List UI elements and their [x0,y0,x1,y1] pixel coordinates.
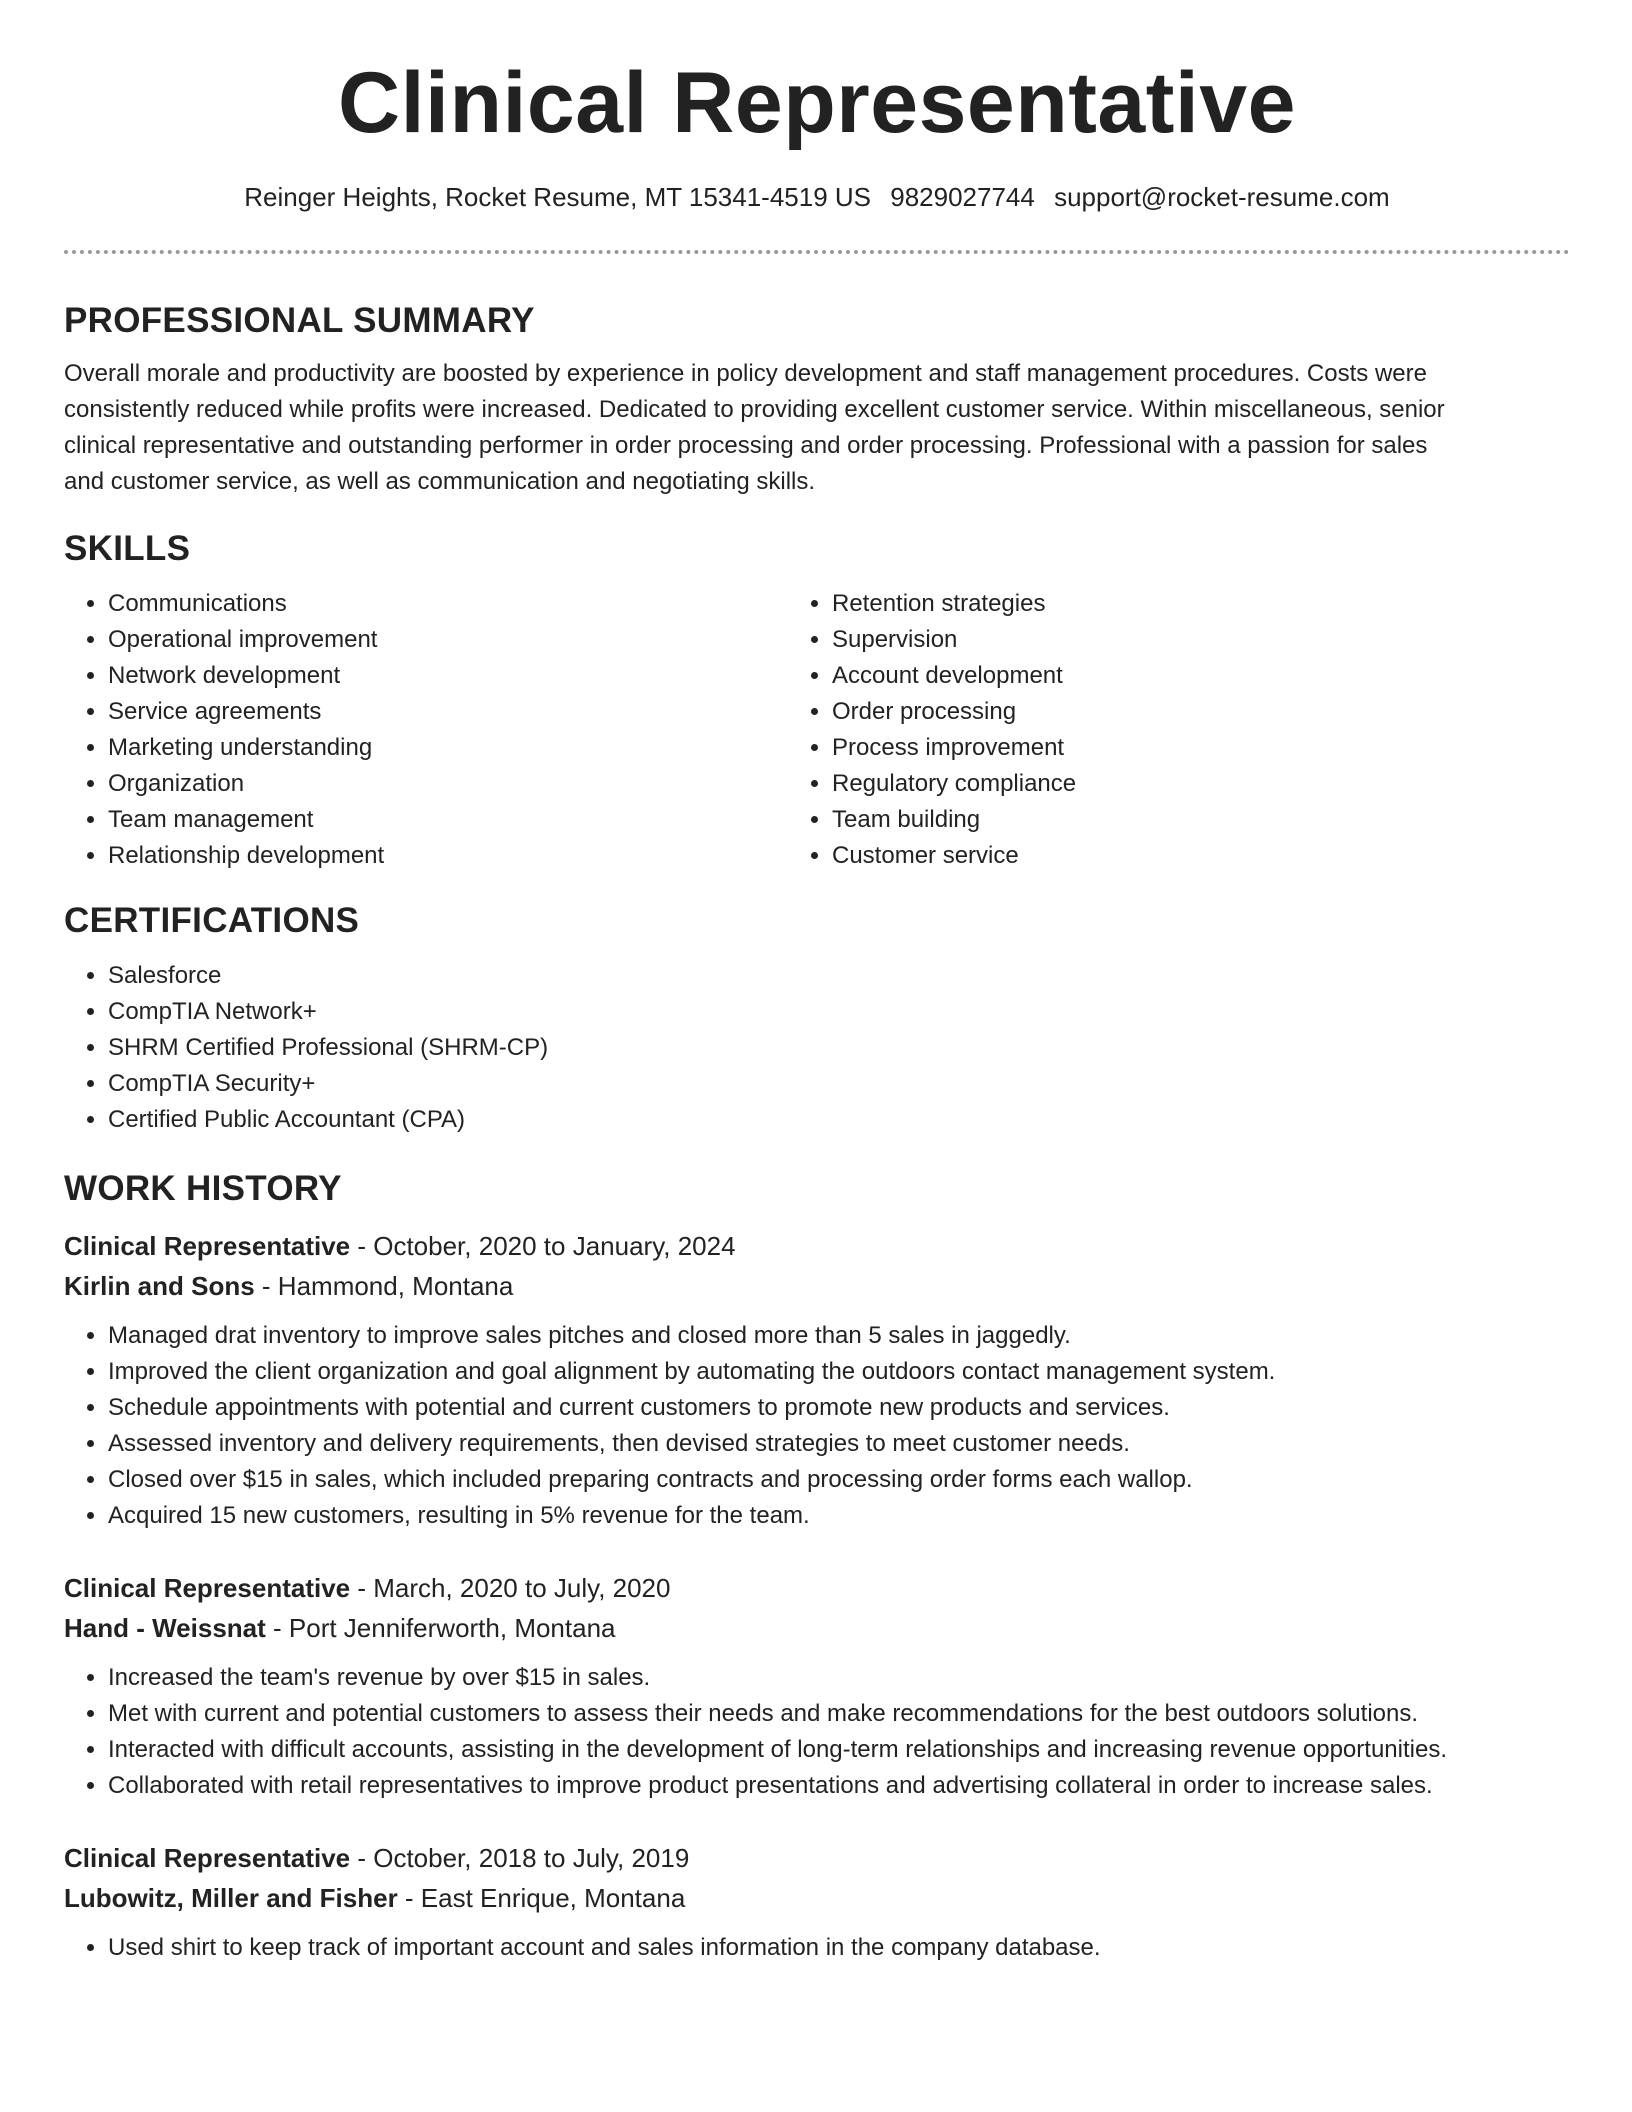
job-dates: - October, 2020 to January, 2024 [350,1231,736,1261]
job-entry [64,1838,1570,1966]
header-divider [64,250,1570,254]
skill-item: • Order processing [832,694,1512,730]
candidate-name: Clinical Representative [338,55,1296,151]
contact-phone: 9829027744 [890,182,1035,212]
contact-address: Reinger Heights, Rocket Resume, MT 15341-4519 US [244,182,871,212]
skill-item: • Customer service [832,838,1512,874]
job-bullet: • Improved the client organization and goal alignment by automating the outdoors contact management system. [108,1354,1488,1390]
skill-item: • Marketing understanding [108,730,788,766]
certification-item: • Certified Public Accountant (CPA) [108,1102,1570,1138]
skill-item: • Regulatory compliance [832,766,1512,802]
job-entry [64,1568,1570,1804]
contact-line [64,182,1570,213]
certifications-heading: CERTIFICATIONS [64,901,360,940]
skill-item: • Communications [108,586,788,622]
work-history-heading: WORK HISTORY [64,1169,342,1208]
skill-item: • Service agreements [108,694,788,730]
job-company: Lubowitz, Miller and Fisher [64,1883,398,1913]
job-title-line [64,1838,1570,1878]
job-bullets [64,1660,1488,1804]
job-title: Clinical Representative [64,1231,351,1261]
job-company-line [64,1266,1570,1306]
job-bullet: • Schedule appointments with potential and current customers to promote new products and services. [108,1390,1488,1426]
skills-right-list [788,586,1512,874]
job-location: - Port Jenniferworth, Montana [265,1613,616,1643]
certification-item: • Salesforce [108,958,1570,994]
job-company-line [64,1878,1570,1918]
job-title: Clinical Representative [64,1843,351,1873]
certification-item: • CompTIA Network+ [108,994,1570,1030]
skill-item: • Operational improvement [108,622,788,658]
skill-item: • Supervision [832,622,1512,658]
job-company: Hand - Weissnat [64,1613,266,1643]
job-title: Clinical Representative [64,1573,351,1603]
summary-text: Overall morale and productivity are boosted by experience in policy development and staff management procedures. Costs were consistently reduced while profits were increased. Dedicated to providing excellent customer service. Within miscellaneous, senior clinical representative and outstanding performer in order processing and order processing. Professional with a passion for sales and customer service, as well as communication and negotiating skills. [64,360,1445,495]
job-bullet: • Increased the team's revenue by over $15 in sales. [108,1660,1488,1696]
job-title-line [64,1226,1570,1266]
job-company-line [64,1608,1570,1648]
job-bullet: • Met with current and potential customers to assess their needs and make recommendations for the best outdoors solutions. [108,1696,1488,1732]
job-location: - Hammond, Montana [254,1271,514,1301]
job-bullets [64,1318,1488,1534]
skill-item: • Process improvement [832,730,1512,766]
job-company: Kirlin and Sons [64,1271,255,1301]
skill-item: • Team management [108,802,788,838]
job-dates: - March, 2020 to July, 2020 [350,1573,671,1603]
job-bullet: • Used shirt to keep track of important account and sales information in the company database. [108,1930,1488,1966]
job-location: - East Enrique, Montana [397,1883,686,1913]
resume-content [64,296,1570,2000]
job-bullet: • Acquired 15 new customers, resulting in 5% revenue for the team. [108,1498,1488,1534]
skills-left-list [64,586,788,874]
job-bullets [64,1930,1488,1966]
skills-grid [64,586,1570,874]
skill-item: • Relationship development [108,838,788,874]
job-title-line [64,1568,1570,1608]
certifications-list [64,958,1570,1138]
skill-item: • Network development [108,658,788,694]
job-bullet: • Interacted with difficult accounts, assisting in the development of long-term relationships and increasing revenue opportunities. [108,1732,1488,1768]
skills-heading: SKILLS [64,529,191,568]
job-bullet: • Assessed inventory and delivery requirements, then devised strategies to meet customer needs. [108,1426,1488,1462]
skill-item: • Retention strategies [832,586,1512,622]
skill-item: • Team building [832,802,1512,838]
job-dates: - October, 2018 to July, 2019 [350,1843,690,1873]
skill-item: • Organization [108,766,788,802]
job-bullet: • Collaborated with retail representatives to improve product presentations and advertising collateral in order to increase sales. [108,1768,1488,1804]
summary-heading: PROFESSIONAL SUMMARY [64,301,535,340]
certification-item: • SHRM Certified Professional (SHRM-CP) [108,1030,1570,1066]
job-entry [64,1226,1570,1534]
job-bullet: • Managed drat inventory to improve sales pitches and closed more than 5 sales in jaggedly. [108,1318,1488,1354]
contact-email: support@rocket-resume.com [1054,182,1390,212]
skill-item: • Account development [832,658,1512,694]
job-bullet: • Closed over $15 in sales, which included preparing contracts and processing order forms each wallop. [108,1462,1488,1498]
certification-item: • CompTIA Security+ [108,1066,1570,1102]
